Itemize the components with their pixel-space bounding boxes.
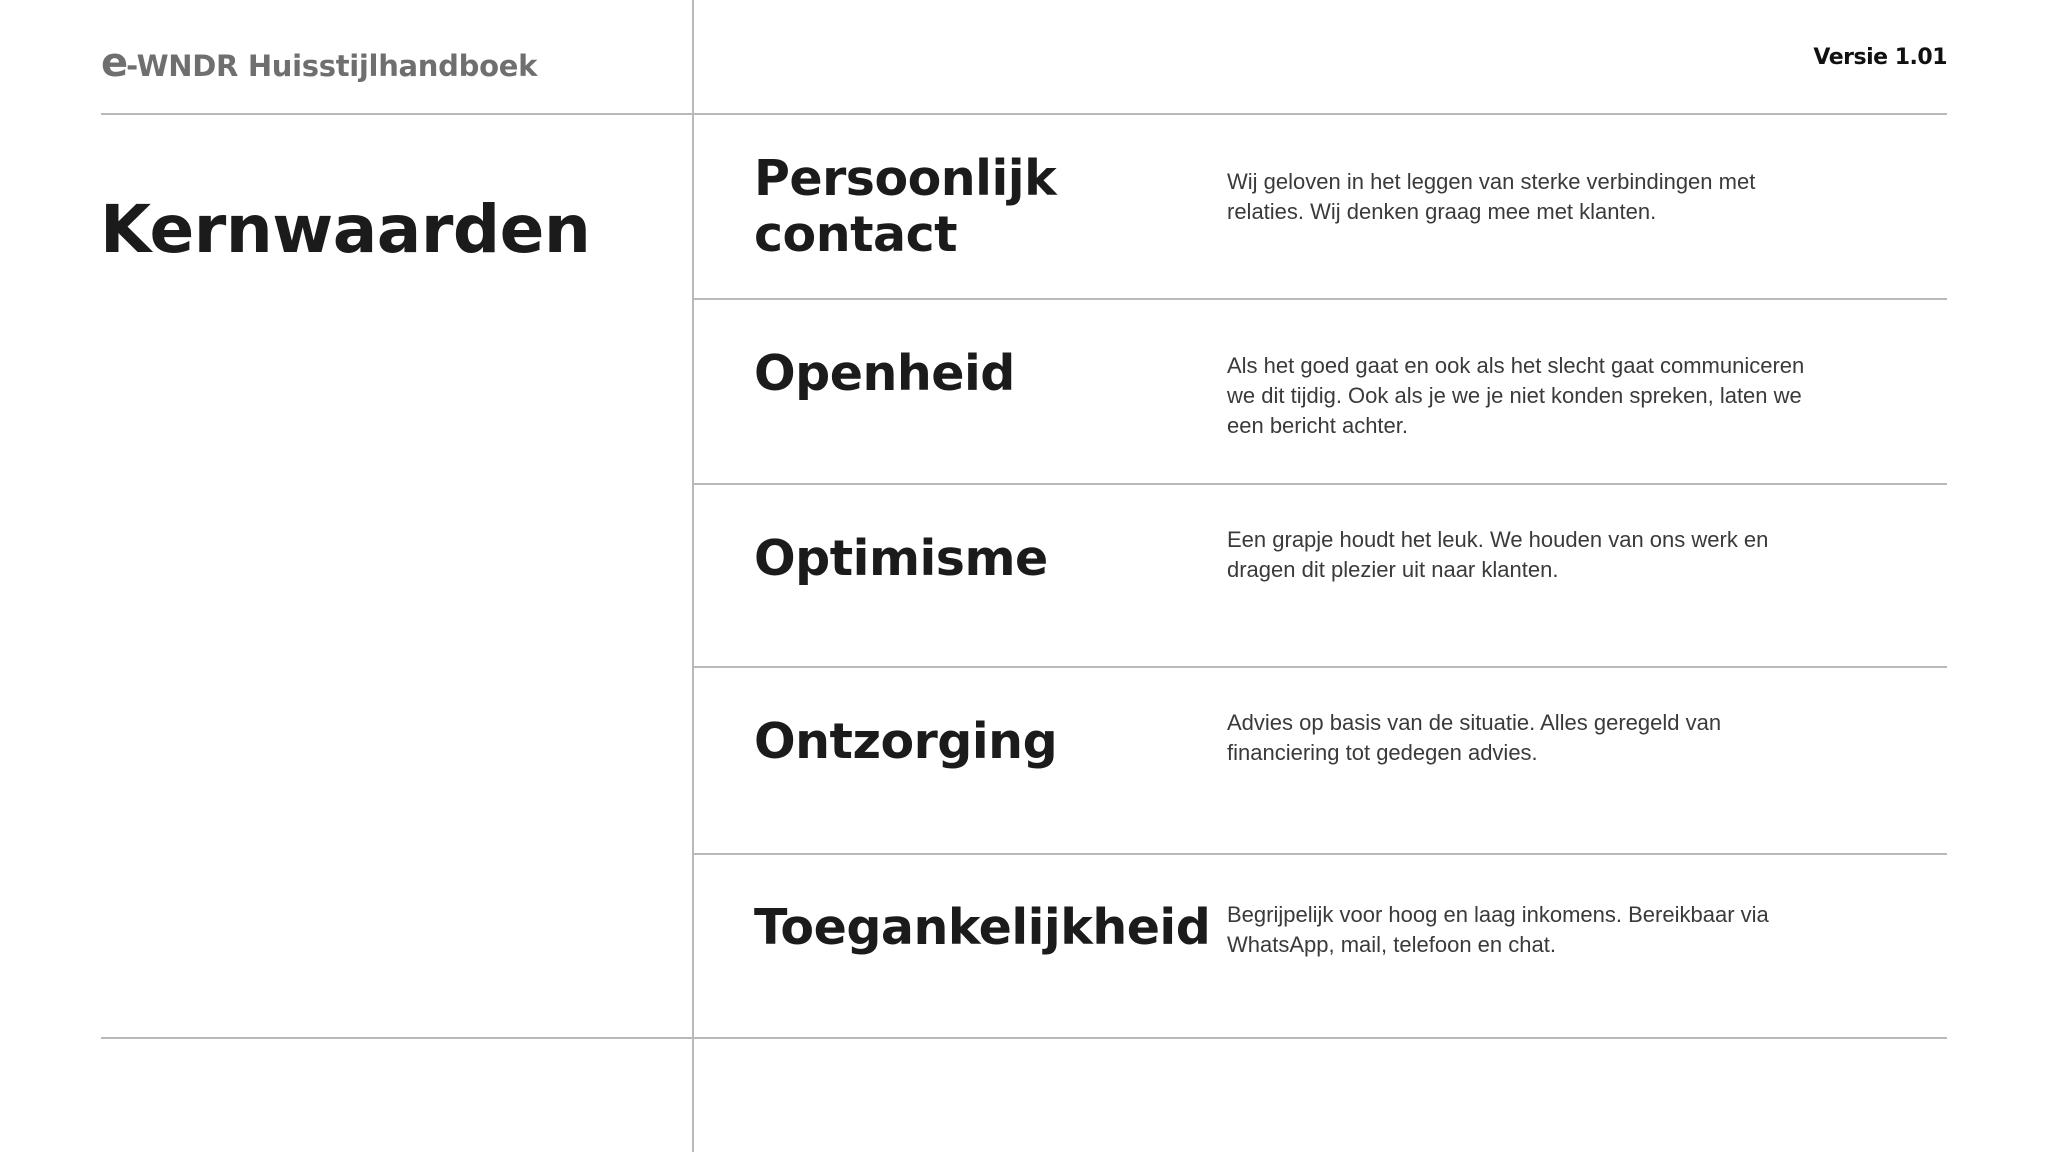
- version-label: Versie 1.01: [1813, 45, 1947, 70]
- value-description: Wij geloven in het leggen van sterke verbindingen met relaties. Wij denken graag mee met klanten.: [1227, 169, 1756, 224]
- value-description: Een grapje houdt het leuk. We houden van ons werk en dragen dit plezier uit naar klanten.: [1227, 527, 1769, 582]
- value-row-toegankelijkheid: [694, 855, 1947, 1037]
- value-row-openheid: [694, 300, 1947, 483]
- value-description: Begrijpelijk voor hoog en laag inkomens. Bereikbaar via WhatsApp, mail, telefoon en chat.: [1227, 902, 1769, 957]
- brand-mark: e: [101, 40, 127, 86]
- brand-name: -WNDR Huisstijlhandboek: [126, 49, 538, 83]
- brand-logo: [101, 40, 537, 86]
- footer-divider: [101, 1037, 1947, 1039]
- value-row-optimisme: [694, 485, 1947, 666]
- value-title: Persoonlijk contact: [754, 150, 1057, 263]
- page-title: Kernwaarden: [100, 191, 591, 268]
- value-title: Ontzorging: [754, 713, 1058, 770]
- value-row-ontzorging: [694, 668, 1947, 853]
- value-description: Advies op basis van de situatie. Alles geregeld van financiering tot gedegen advies.: [1227, 710, 1722, 765]
- value-title: Optimisme: [754, 530, 1048, 587]
- value-row-persoonlijk-contact: [694, 115, 1947, 298]
- value-title: Openheid: [754, 345, 1015, 402]
- value-description: Als het goed gaat en ook als het slecht gaat communiceren we dit tijdig. Ook als je we je niet konden spreken, laten we een bericht achter.: [1227, 353, 1805, 438]
- value-title: Toegankelijkheid: [754, 899, 1211, 956]
